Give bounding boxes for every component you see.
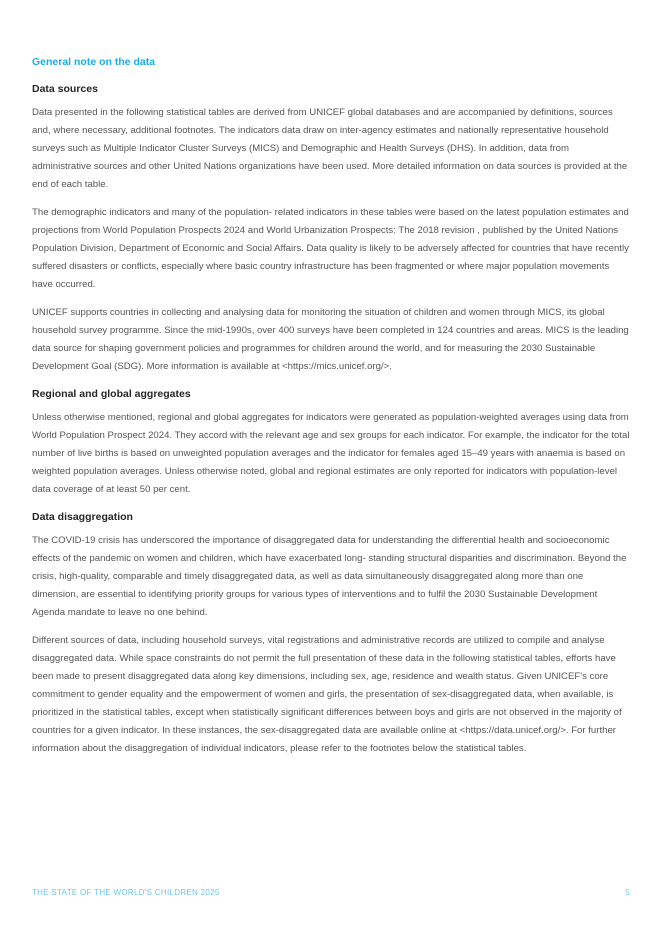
page-content (32, 56, 630, 770)
paragraph-data-disaggregation-2: Different sources of data, including household surveys, vital registrations and administrative records are utilized to compile and analyse disaggregated data. While space constraints do not permit the full presentation of these data in the following statistical tables, efforts have been made to present disaggregated data along key dimensions, including sex, age, residence and wealth status. Given UNICEF's core commitment to gender equality and the empowerment of women and girls, the presentation of sex-disaggregated data, when available, is prioritized in the statistical tables, except when statistically significant differences between boys and girls are not observed in the majority of countries for a given indicator. In these instances, the sex-disaggregated data are available online at <https://data.unicef.org/>. For further information about the disaggregation of individual indicators, please refer to the footnotes below the statistical tables. (32, 635, 622, 754)
paragraph-data-sources-1: Data presented in the following statistical tables are derived from UNICEF global databases and are accompanied by definitions, sources and, where necessary, additional footnotes. The indicators data draw on inter-agency estimates and nationally representative household surveys such as Multiple Indicator Cluster Surveys (MICS) and Demographic and Health Surveys (DHS). In addition, data from administrative sources and other United Nations organizations have been used. More detailed information on data sources is provided at the end of each table. (32, 107, 628, 190)
section-regional-global-aggregates (32, 388, 630, 499)
paragraph-data-sources-3: UNICEF supports countries in collecting and analysing data for monitoring the situation of children and women through MICS, its global household survey programme. Since the mid-1990s, over 400 surveys have been completed in 124 countries and areas. MICS is the leading data source for shaping government policies and programmes for children around the world, and for measuring the 2030 Sustainable Development Goal (SDG). More information is available at <https://mics.unicef.org/>. (32, 307, 629, 372)
paragraph-data-sources-2: The demographic indicators and many of the population- related indicators in these tables were based on the latest population estimates and projections from World Population Prospects 2024 and World Urbanization Prospects: The 2018 revision , published by the United Nations Population Division, Department of Economic and Social Affairs. Data quality is likely to be adversely affected for countries that have recently suffered disasters or conflicts, especially where basic country infrastructure has been fragmented or where major population movements have occurred. (32, 207, 629, 290)
footer-report-title: THE STATE OF THE WORLD'S CHILDREN 2025 (32, 888, 220, 897)
page-number: 5 (625, 888, 630, 897)
page-title: General note on the data (32, 56, 156, 68)
section-heading-data-sources: Data sources (32, 83, 98, 95)
section-data-sources (32, 83, 630, 376)
section-heading-regional-global-aggregates: Regional and global aggregates (32, 388, 191, 400)
paragraph-regional-global-aggregates-1: Unless otherwise mentioned, regional and global aggregates for indicators were generated as population-weighted averages using data from World Population Prospect 2024. They accord with the relevant age and sex groups for each indicator. For example, the indicator for the total number of live births is based on unweighted population averages and the indicator for females aged 15–49 years with anaemia is based on weighted population averages. Unless otherwise noted, global and regional estimates are only reported for indicators with population-level data coverage of at least 50 per cent. (32, 412, 630, 495)
paragraph-data-disaggregation-1: The COVID-19 crisis has underscored the importance of disaggregated data for understanding the differential health and socioeconomic effects of the pandemic on women and children, which have exacerbated long- standing structural disparities and discrimination. Beyond the crisis, high-quality, comparable and timely disaggregated data, as well as data simultaneously disaggregated along more than one dimension, are essential to identifying priority groups for various types of interventions and to fulfil the 2030 Sustainable Development Agenda mandate to leave no one behind. (32, 535, 627, 618)
page-footer (32, 888, 630, 897)
section-heading-data-disaggregation: Data disaggregation (32, 511, 133, 523)
section-data-disaggregation (32, 511, 630, 758)
